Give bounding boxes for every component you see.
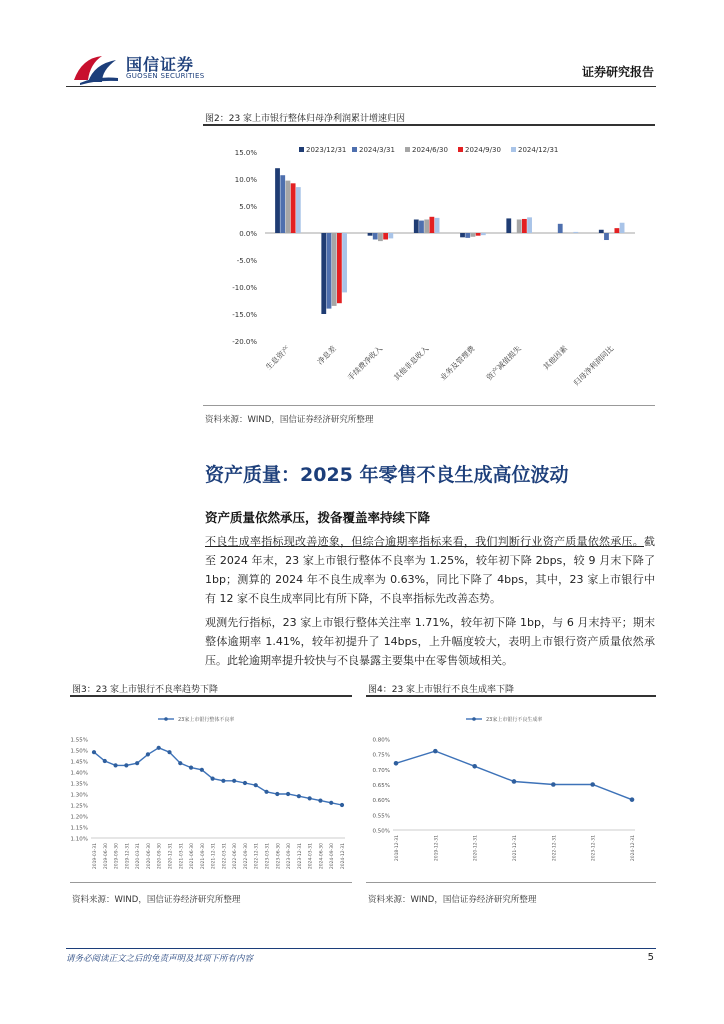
x-tick-label: 2024-03-31 — [308, 843, 314, 870]
legend-swatch — [299, 147, 304, 152]
bar — [388, 233, 393, 238]
bar — [604, 233, 609, 240]
x-tick-label: 其他因素 — [541, 344, 570, 372]
data-point — [512, 779, 517, 784]
y-tick-label: 1.35% — [70, 781, 88, 788]
legend-label: 2024/9/30 — [465, 146, 501, 154]
x-tick-label: 2019-12-31 — [125, 843, 131, 870]
y-tick-label: 1.45% — [70, 759, 88, 766]
bar — [414, 220, 419, 234]
x-tick-label: 生息资产 — [263, 344, 292, 372]
y-tick-label: 5.0% — [239, 203, 257, 211]
bar — [373, 233, 378, 239]
legend-label: 2024/6/30 — [412, 146, 448, 154]
data-point — [394, 761, 399, 766]
data-point — [103, 759, 107, 763]
y-tick-label: 1.30% — [70, 792, 88, 799]
x-tick-label: 2019-12-31 — [434, 835, 440, 862]
data-point — [221, 779, 225, 783]
y-tick-label: 0.65% — [372, 783, 390, 789]
bar — [481, 233, 486, 235]
x-tick-label: 净息差 — [315, 344, 338, 367]
legend-swatch — [352, 147, 357, 152]
x-tick-label: 2023-12-31 — [591, 835, 597, 862]
y-tick-label: 15.0% — [234, 149, 257, 157]
figure2-bottom-rule — [203, 405, 655, 406]
x-tick-label: 2021-06-30 — [190, 843, 196, 870]
data-point — [157, 746, 161, 750]
x-tick-label: 手续费净收入 — [345, 344, 385, 383]
subsection-title: 资产质量依然承压，拨备覆盖率持续下降 — [205, 510, 431, 525]
x-tick-label: 归母净利润同比 — [571, 344, 616, 388]
x-tick-label: 2021-09-30 — [200, 843, 206, 870]
page-number: 5 — [647, 952, 654, 963]
x-tick-label: 2020-03-31 — [136, 843, 142, 870]
figure3-bottom-rule — [70, 882, 352, 883]
x-tick-label: 其他非息收入 — [392, 344, 431, 383]
footer-disclaimer: 请务必阅读正文之后的免责声明及其项下所有内容 — [66, 954, 254, 964]
bar — [327, 233, 332, 309]
x-tick-label: 2024-09-30 — [330, 843, 336, 870]
x-tick-label: 2021-03-31 — [179, 843, 185, 870]
figure4-title: 图4：23 家上市银行不良生成率下降 — [368, 685, 515, 695]
y-tick-label: -15.0% — [232, 311, 257, 319]
data-point — [113, 763, 117, 767]
y-tick-label: 1.25% — [70, 803, 88, 810]
legend-label: 2024/12/31 — [518, 146, 559, 154]
x-tick-label: 2023-06-30 — [276, 843, 282, 870]
x-tick-label: 2021-12-31 — [513, 835, 518, 862]
data-point — [286, 792, 290, 796]
bar — [337, 233, 342, 303]
guosen-logo-icon — [72, 52, 120, 86]
data-point — [551, 782, 556, 787]
x-tick-label: 2023-03-31 — [265, 843, 271, 870]
figure2-title: 图2：23 家上市银行整体归母净利润累计增速归因 — [205, 114, 406, 124]
data-point — [200, 768, 204, 772]
legend-label: 23家上市银行不良生成率 — [486, 717, 543, 723]
bar — [460, 233, 465, 237]
x-tick-label: 2019-09-30 — [114, 843, 120, 870]
paragraph-1-lead: 不良生成率指标现改善迹象，但综合逾期率指标来看，我们判断行业资产质量依然承压。 — [205, 535, 644, 548]
body-text — [205, 532, 655, 675]
footer-divider — [66, 948, 656, 949]
legend-marker — [164, 717, 168, 721]
figure4-source: 资料来源：WIND，国信证券经济研究所整理 — [368, 895, 537, 905]
data-point — [630, 797, 635, 802]
bar — [620, 223, 625, 233]
y-tick-label: 1.55% — [70, 737, 88, 744]
figure2-source: 资料来源：WIND，国信证券经济研究所整理 — [205, 415, 374, 425]
figure4-bottom-rule — [366, 882, 656, 883]
brand-name: 国信证券 — [126, 55, 195, 74]
data-point — [211, 777, 215, 781]
y-tick-label: 10.0% — [234, 176, 257, 184]
x-tick-label: 2022-12-31 — [254, 843, 260, 870]
data-point — [178, 761, 182, 765]
data-point — [189, 766, 193, 770]
bar — [296, 187, 301, 233]
figure3-title: 图3：23 家上市银行不良率趋势下降 — [72, 685, 219, 695]
bar — [368, 233, 373, 236]
y-tick-label: 1.15% — [70, 825, 88, 832]
y-tick-label: 0.0% — [239, 230, 257, 238]
bar — [419, 221, 424, 233]
data-point — [275, 792, 279, 796]
bar — [465, 233, 470, 238]
data-point — [264, 790, 268, 794]
data-point — [590, 782, 595, 787]
bar — [614, 228, 619, 233]
bar — [429, 217, 434, 233]
x-tick-label: 2022-12-31 — [552, 835, 558, 862]
data-point — [254, 783, 258, 787]
y-tick-label: 1.50% — [70, 748, 88, 755]
bar — [275, 168, 280, 233]
data-point — [340, 803, 344, 807]
bar — [321, 233, 326, 314]
x-tick-label: 2023-09-30 — [287, 843, 293, 870]
header-divider — [66, 86, 656, 87]
data-point — [318, 799, 322, 803]
y-tick-label: 1.10% — [70, 836, 88, 843]
y-tick-label: -5.0% — [236, 257, 257, 265]
y-tick-label: 0.75% — [372, 752, 390, 759]
bar — [471, 233, 476, 237]
legend-label: 2023/12/31 — [306, 146, 347, 154]
y-tick-label: 0.80% — [372, 737, 390, 744]
section-title: 资产质量：2025 年零售不良生成高位波动 — [205, 464, 569, 486]
bar — [506, 218, 511, 233]
series-line — [94, 748, 342, 805]
y-tick-label: -10.0% — [232, 284, 257, 292]
bar — [527, 217, 532, 233]
bar — [291, 183, 296, 233]
x-tick-label: 2021-12-31 — [211, 843, 217, 870]
bar — [573, 232, 578, 233]
data-point — [167, 750, 171, 754]
x-tick-label: 2020-12-31 — [473, 835, 479, 862]
x-tick-label: 2023-12-31 — [297, 843, 303, 870]
x-tick-label: 2024-12-31 — [341, 843, 346, 870]
bar — [599, 230, 604, 233]
legend-marker — [472, 717, 476, 721]
bar — [286, 181, 291, 233]
x-tick-label: 2020-12-31 — [168, 843, 174, 870]
data-point — [308, 796, 312, 800]
bar — [476, 233, 481, 236]
bar — [563, 232, 568, 233]
y-tick-label: 1.20% — [70, 814, 88, 821]
legend-swatch — [458, 147, 463, 152]
data-point — [232, 779, 236, 783]
bar — [378, 233, 383, 241]
bar — [558, 224, 563, 233]
legend-label: 2024/3/31 — [359, 146, 395, 154]
data-point — [92, 750, 96, 754]
figure4-chart — [366, 697, 656, 881]
x-tick-label: 2019-03-31 — [93, 843, 98, 870]
y-tick-label: 1.40% — [70, 770, 88, 777]
report-type: 证券研究报告 — [581, 65, 654, 79]
bar — [332, 233, 337, 306]
series-line — [396, 751, 632, 800]
x-tick-label: 资产减值损失 — [484, 344, 523, 383]
paragraph-1 — [205, 532, 655, 608]
brand-subtitle: GUOSEN SECURITIES — [126, 72, 205, 80]
bar — [517, 220, 522, 234]
x-tick-label: 2022-06-30 — [233, 843, 239, 870]
paragraph-2: 观测先行指标，23 家上市银行整体关注率 1.71%，较年初下降 1bp，与 6 月末持平；期末整体逾期率 1.41%，较年初提升了 14bps，上升幅度较大，表明上市银行资产质量依然承压。此轮逾期率提升较快与不良暴露主要集中在零售领域相关。 — [205, 616, 655, 667]
data-point — [472, 764, 477, 769]
y-tick-label: 0.55% — [372, 813, 390, 820]
data-point — [124, 763, 128, 767]
bar — [435, 218, 440, 233]
y-tick-label: 0.60% — [372, 798, 390, 805]
bar — [383, 233, 388, 239]
x-tick-label: 2022-09-30 — [243, 843, 249, 870]
x-tick-label: 2022-03-31 — [222, 843, 228, 870]
data-point — [135, 761, 139, 765]
y-tick-label: 0.70% — [372, 767, 390, 774]
figure3-source: 资料来源：WIND，国信证券经济研究所整理 — [72, 895, 241, 905]
bar — [424, 220, 429, 234]
x-tick-label: 2024-12-31 — [631, 835, 636, 862]
x-tick-label: 业务及管理费 — [438, 344, 477, 383]
x-tick-label: 2020-06-30 — [146, 843, 152, 870]
data-point — [329, 801, 333, 805]
data-point — [146, 752, 150, 756]
figure3-chart — [70, 697, 352, 881]
x-tick-label: 2024-06-30 — [319, 843, 325, 870]
bar — [522, 219, 527, 233]
x-tick-label: 2020-09-30 — [157, 843, 163, 870]
x-tick-label: 2019-06-30 — [103, 843, 109, 870]
legend-swatch — [511, 147, 516, 152]
figure2-chart — [203, 126, 655, 404]
data-point — [297, 794, 301, 798]
data-point — [243, 781, 247, 785]
x-tick-label: 2018-12-31 — [395, 835, 400, 862]
y-tick-label: -20.0% — [232, 338, 257, 346]
legend-swatch — [405, 147, 410, 152]
legend-label: 23家上市银行整体不良率 — [178, 717, 235, 723]
paragraph-1-rest: 截至 2024 年末，23 家上市银行整体不良率为 1.25%，较年初下降 2bps，较 9 月末下降了 1bp；测算的 2024 年不良生成率为 0.63%，同比下降了 4bps，其中，23 家上市银行中有 12 家不良生成率同比有所下降，不良率指标先改善态势。 — [205, 535, 655, 605]
y-tick-label: 0.50% — [372, 828, 390, 835]
data-point — [433, 749, 438, 754]
bar — [342, 233, 347, 292]
bar — [280, 175, 285, 233]
